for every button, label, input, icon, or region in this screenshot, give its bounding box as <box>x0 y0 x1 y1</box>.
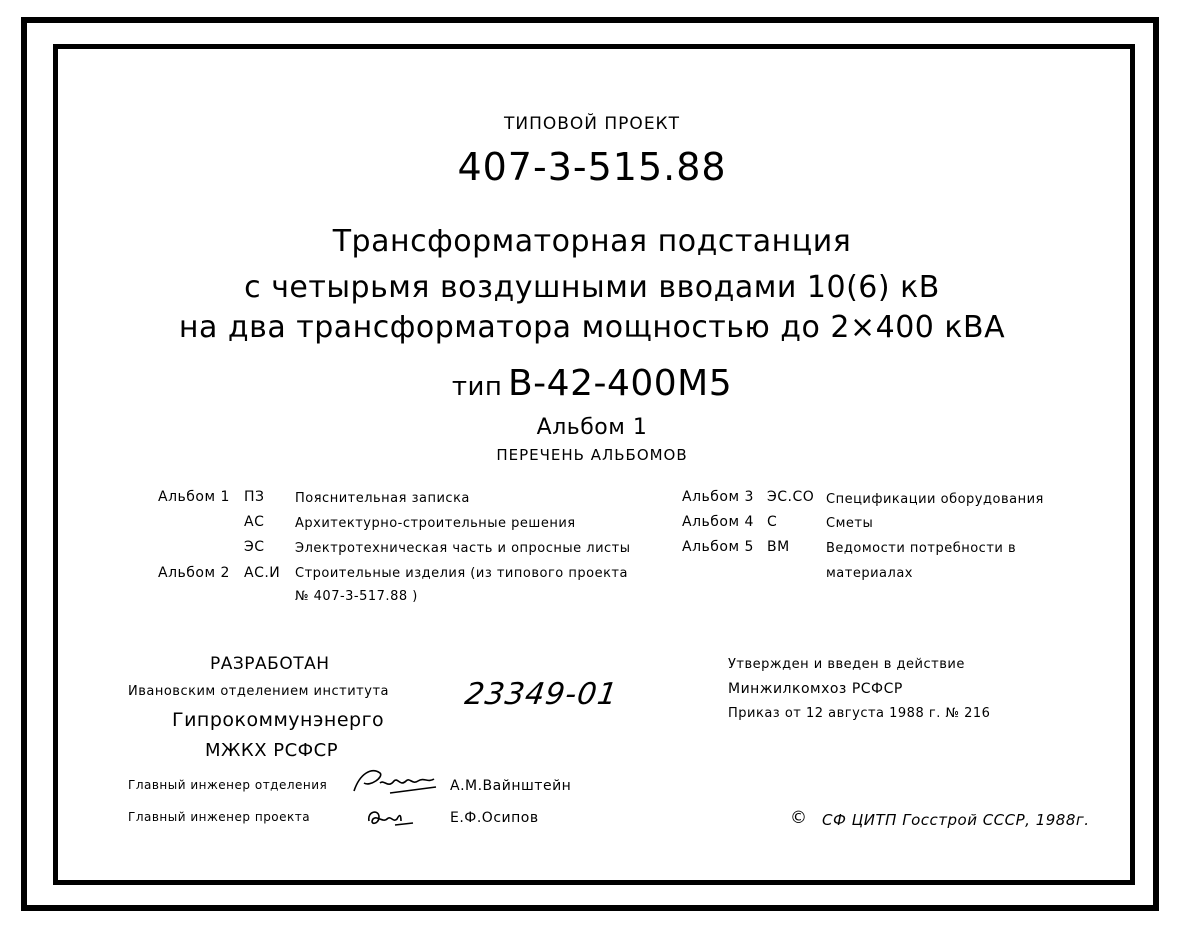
title-line-2: с четырьмя воздушными вводами 10(6) кВ <box>244 270 940 305</box>
album-label: Альбом 2 <box>158 565 230 581</box>
album-desc: Архитектурно-строительные решения <box>295 516 576 531</box>
album-label: Альбом 3 <box>682 489 754 505</box>
type-prefix: тип <box>451 372 503 402</box>
ministry-name: МЖКХ РСФСР <box>205 740 339 761</box>
chief-dept-name: А.М.Вайнштейн <box>450 778 572 794</box>
chief-proj-name: Е.Ф.Осипов <box>450 810 539 826</box>
album-label: Альбом 1 <box>158 489 230 505</box>
project-number: 407-3-515.88 <box>457 145 727 189</box>
approved-line-2: Минжилкомхоз РСФСР <box>728 681 903 697</box>
copyright-text: СФ ЦИТП Госстрой СССР, 1988г. <box>822 811 1090 829</box>
album-code: ЭС.СО <box>767 489 815 505</box>
album-code: ПЗ <box>244 489 265 505</box>
type-line <box>0 363 1184 404</box>
album-subtitle: ПЕРЕЧЕНЬ АЛЬБОМОВ <box>496 446 688 464</box>
approved-line-3: Приказ от 12 августа 1988 г. № 216 <box>728 706 991 721</box>
title-line-3: на два трансформатора мощностью до 2×400 кВА <box>178 310 1006 345</box>
album-desc: Электротехническая часть и опросные листы <box>295 541 631 556</box>
type-code: В-42-400М5 <box>507 363 733 404</box>
album-desc: Ведомости потребности в <box>826 541 1017 556</box>
album-title: Альбом 1 <box>536 415 648 440</box>
approved-line-1: Утвержден и введен в действие <box>728 657 965 672</box>
title-line-1: Трансформаторная подстанция <box>332 224 852 259</box>
album-code: АС <box>244 514 265 530</box>
album-desc-cont: № 407-3-517.88 ) <box>295 589 418 604</box>
album-desc: Сметы <box>826 516 874 531</box>
album-label: Альбом 4 <box>682 514 754 530</box>
developed-heading: РАЗРАБОТАН <box>210 654 330 674</box>
project-kind: ТИПОВОЙ ПРОЕКТ <box>503 114 681 134</box>
album-code: АС.И <box>244 565 281 581</box>
album-desc: Спецификации оборудования <box>826 492 1044 507</box>
copyright-icon: © <box>790 808 808 828</box>
chief-dept-label: Главный инженер отделения <box>128 778 328 792</box>
institute-name: Гипрокоммунэнерго <box>172 709 385 731</box>
album-code: ВМ <box>767 539 790 555</box>
album-desc: Пояснительная записка <box>295 491 470 506</box>
album-code: ЭС <box>244 539 265 555</box>
chief-proj-label: Главный инженер проекта <box>128 810 311 824</box>
signature-icon <box>350 763 438 799</box>
developed-by: Ивановским отделением института <box>128 684 389 699</box>
album-desc: Строительные изделия (из типового проекта <box>295 566 628 581</box>
album-desc-cont: материалах <box>826 566 913 581</box>
signature-icon <box>365 805 415 829</box>
album-label: Альбом 5 <box>682 539 754 555</box>
album-code: С <box>767 514 778 530</box>
stamp-number: 23349-01 <box>462 677 620 712</box>
